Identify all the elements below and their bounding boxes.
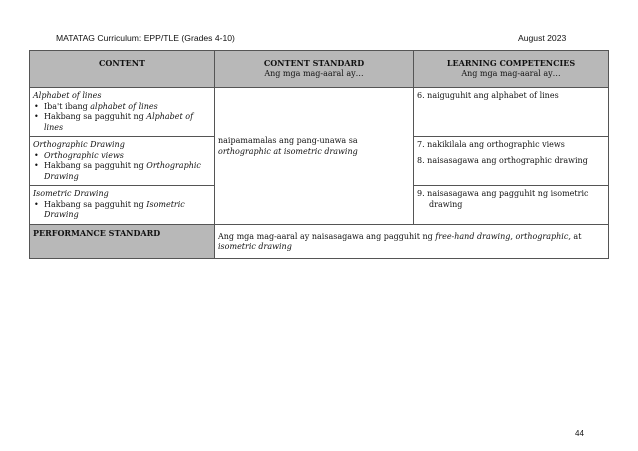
column-header-learning-competencies: [414, 51, 609, 88]
performance-standard-label: PERFORMANCE STANDARD: [30, 224, 215, 258]
content-bullet-list: [33, 151, 211, 183]
list-item: [44, 161, 211, 182]
column-header-title: CONTENT: [99, 58, 145, 68]
performance-standard-italic: free-hand drawing, orthographic,: [435, 231, 571, 241]
bullet-text-italic: Alphabet of lines: [44, 112, 194, 132]
content-standard-cell: [215, 88, 414, 225]
bullet-text-italic: Orthographic views: [44, 150, 124, 160]
bullet-text-italic: alphabet of lines: [90, 101, 158, 111]
content-cell: [30, 137, 215, 186]
bullet-text-italic: Orthographic Drawing: [44, 161, 201, 181]
bullet-text: Iba't ibang: [44, 101, 91, 111]
table-header-row: [30, 51, 609, 88]
content-cell: [30, 186, 215, 225]
competency-item: 8. naisasagawa ang orthographic drawing: [417, 155, 588, 165]
list-item: [44, 200, 211, 221]
table-row: [30, 88, 609, 137]
content-bullet-list: [33, 102, 211, 134]
list-item: [44, 112, 211, 133]
column-header-subtitle: Ang mga mag-aaral ay…: [264, 68, 364, 78]
list-item: [44, 102, 211, 113]
performance-standard-text: at: [570, 231, 582, 241]
column-header-subtitle: Ang mga mag-aaral ay…: [461, 68, 561, 78]
column-header-title: LEARNING COMPETENCIES: [446, 58, 576, 68]
content-standard-line: naipamamalas ang pang-unawa sa: [218, 136, 358, 145]
column-header-title: CONTENT STANDARD: [263, 58, 365, 68]
content-title: Orthographic Drawing: [33, 140, 125, 149]
content-bullet-list: [33, 200, 211, 221]
bullet-text-italic: Isometric Drawing: [44, 199, 185, 219]
document-header-title: MATATAG Curriculum: EPP/TLE (Grades 4-10): [56, 33, 235, 43]
performance-standard-italic: isometric drawing: [218, 242, 292, 251]
column-header-content: [30, 51, 215, 88]
competency-item: 7. nakikilala ang orthographic views: [417, 140, 565, 149]
content-title: Isometric Drawing: [33, 189, 109, 198]
page-number: 44: [575, 429, 584, 438]
document-header-date: August 2023: [518, 33, 567, 43]
performance-standard-row: [30, 224, 609, 258]
competency-cell: [414, 186, 609, 225]
bullet-text: Hakbang sa pagguhit ng: [44, 199, 147, 209]
bullet-text: Hakbang sa pagguhit ng: [44, 161, 147, 170]
bullet-text: Hakbang sa pagguhit ng: [44, 112, 147, 121]
column-header-content-standard: [215, 51, 414, 88]
performance-standard-cell: [215, 224, 609, 258]
competency-item: 6. naiguguhit ang alphabet of lines: [417, 91, 559, 100]
competency-item: 9. naisasagawa ang pagguhit ng isometric drawing: [417, 189, 589, 209]
competency-cell: [414, 137, 609, 186]
performance-standard-text: Ang mga mag-aaral ay naisasagawa ang pagguhit ng: [218, 231, 436, 241]
content-title: Alphabet of lines: [33, 91, 102, 100]
content-standard-line-italic: orthographic at isometric drawing: [218, 146, 358, 156]
list-item: [44, 151, 211, 162]
competency-cell: [414, 88, 609, 137]
content-cell: [30, 88, 215, 137]
curriculum-table: [29, 50, 609, 259]
